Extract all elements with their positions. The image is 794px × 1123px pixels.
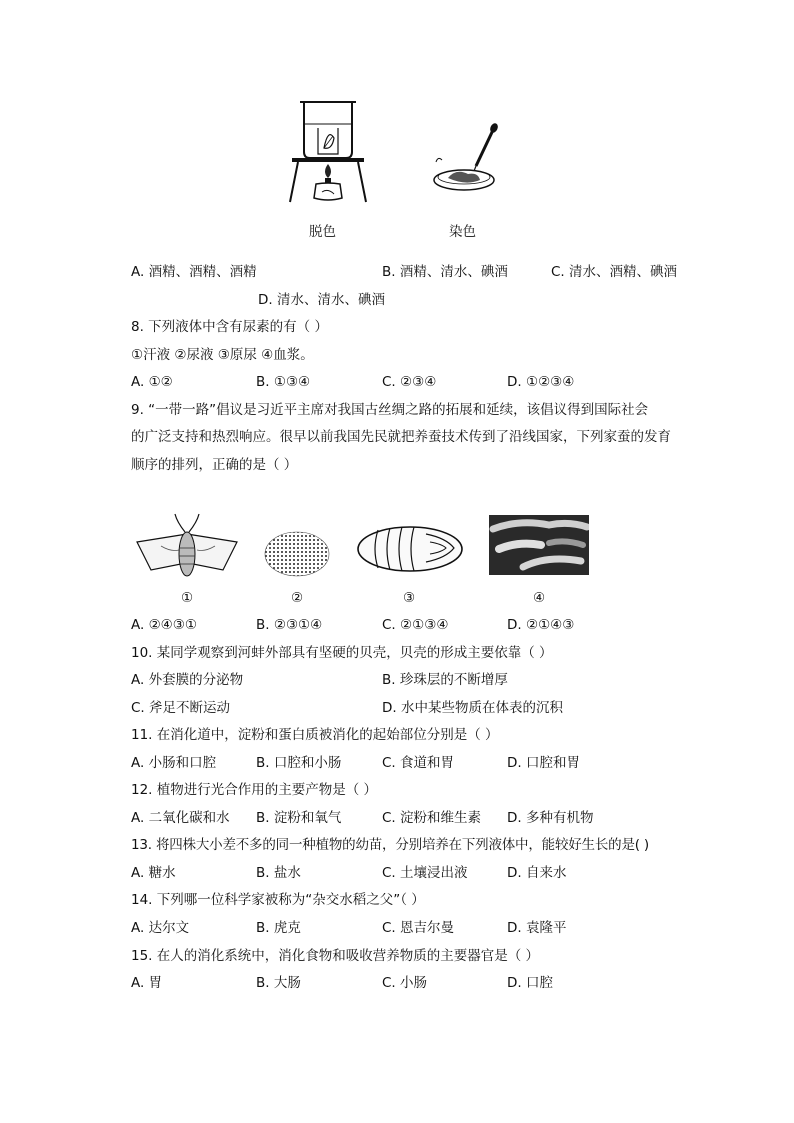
q11-stem: 11. 在消化道中，淀粉和蛋白质被消化的起始部位分别是（ ） — [131, 727, 499, 743]
q13-stem: 13. 将四株大小差不多的同一种植物的幼苗，分别培养在下列液体中，能较好生长的是( ) — [131, 837, 649, 853]
q9-stem-line3: 顺序的排列，正确的是（ ） — [131, 457, 298, 473]
q15-option-d[interactable]: D. 口腔 — [507, 975, 553, 991]
stage-label-3: ③ — [403, 590, 416, 606]
silkworm-pupa-image — [356, 524, 464, 574]
q9-option-c[interactable]: C. ②①③④ — [382, 617, 449, 633]
stage-label-1: ① — [181, 590, 194, 606]
q14-stem: 14. 下列哪一位科学家被称为“杂交水稻之父”（ ） — [131, 892, 425, 908]
q9-option-b[interactable]: B. ②③①④ — [256, 617, 323, 633]
silkworm-larvae-image — [489, 515, 589, 575]
q12-option-c[interactable]: C. 淀粉和维生素 — [382, 810, 482, 826]
q12-stem: 12. 植物进行光合作用的主要产物是（ ） — [131, 782, 378, 798]
q11-option-d[interactable]: D. 口腔和胃 — [507, 755, 580, 771]
q10-option-b[interactable]: B. 珍珠层的不断增厚 — [382, 672, 508, 688]
q15-option-b[interactable]: B. 大肠 — [256, 975, 301, 991]
decolor-apparatus-figure — [288, 98, 368, 210]
q11-option-b[interactable]: B. 口腔和小肠 — [256, 755, 342, 771]
q9-option-d[interactable]: D. ②①④③ — [507, 617, 575, 633]
stage-label-2: ② — [291, 590, 304, 606]
q11-option-c[interactable]: C. 食道和胃 — [382, 755, 455, 771]
q13-option-c[interactable]: C. 土壤浸出液 — [382, 865, 468, 881]
q12-option-b[interactable]: B. 淀粉和氧气 — [256, 810, 342, 826]
q7-option-c[interactable]: C. 清水、酒精、碘酒 — [551, 264, 678, 280]
q15-stem: 15. 在人的消化系统中，消化食物和吸收营养物质的主要器官是（ ） — [131, 948, 540, 964]
q7-option-d[interactable]: D. 清水、清水、碘酒 — [258, 292, 385, 308]
stain-caption: 染色 — [449, 224, 476, 240]
q8-option-a[interactable]: A. ①② — [131, 374, 173, 390]
q12-option-d[interactable]: D. 多种有机物 — [507, 810, 594, 826]
q12-option-a[interactable]: A. 二氧化碳和水 — [131, 810, 230, 826]
q14-option-c[interactable]: C. 恩吉尔曼 — [382, 920, 455, 936]
q14-option-a[interactable]: A. 达尔文 — [131, 920, 190, 936]
decolor-caption: 脱色 — [309, 224, 336, 240]
stage-label-4: ④ — [533, 590, 546, 606]
q7-option-b[interactable]: B. 酒精、清水、碘酒 — [382, 264, 508, 280]
q9-stem-line2: 的广泛支持和热烈响应。很早以前我国先民就把养蚕技术传到了沿线国家，下列家蚕的发育 — [131, 429, 671, 445]
q13-option-a[interactable]: A. 糖水 — [131, 865, 176, 881]
q13-option-b[interactable]: B. 盐水 — [256, 865, 301, 881]
q13-option-d[interactable]: D. 自来水 — [507, 865, 567, 881]
q10-option-c[interactable]: C. 斧足不断运动 — [131, 700, 231, 716]
silkworm-eggs-image — [264, 530, 330, 578]
q9-option-a[interactable]: A. ②④③① — [131, 617, 197, 633]
q8-stem: 8. 下列液体中含有尿素的有（ ） — [131, 319, 328, 335]
q15-option-c[interactable]: C. 小肠 — [382, 975, 428, 991]
q8-option-b[interactable]: B. ①③④ — [256, 374, 311, 390]
q14-option-b[interactable]: B. 虎克 — [256, 920, 301, 936]
stain-petri-dish-figure — [430, 122, 502, 194]
q9-stem-line1: 9. “一带一路”倡议是习近平主席对我国古丝绸之路的拓展和延续，该倡议得到国际社会 — [131, 402, 649, 418]
q11-option-a[interactable]: A. 小肠和口腔 — [131, 755, 217, 771]
q14-option-d[interactable]: D. 袁隆平 — [507, 920, 567, 936]
silkworm-moth-image — [131, 512, 243, 582]
q15-option-a[interactable]: A. 胃 — [131, 975, 163, 991]
q7-option-a[interactable]: A. 酒精、酒精、酒精 — [131, 264, 257, 280]
q10-stem: 10. 某同学观察到河蚌外部具有坚硬的贝壳，贝壳的形成主要依靠（ ） — [131, 645, 553, 661]
q10-option-d[interactable]: D. 水中某些物质在体表的沉积 — [382, 700, 563, 716]
q10-option-a[interactable]: A. 外套膜的分泌物 — [131, 672, 244, 688]
q8-option-c[interactable]: C. ②③④ — [382, 374, 437, 390]
q8-items: ①汗液 ②尿液 ③原尿 ④血浆。 — [131, 347, 314, 363]
q8-option-d[interactable]: D. ①②③④ — [507, 374, 575, 390]
